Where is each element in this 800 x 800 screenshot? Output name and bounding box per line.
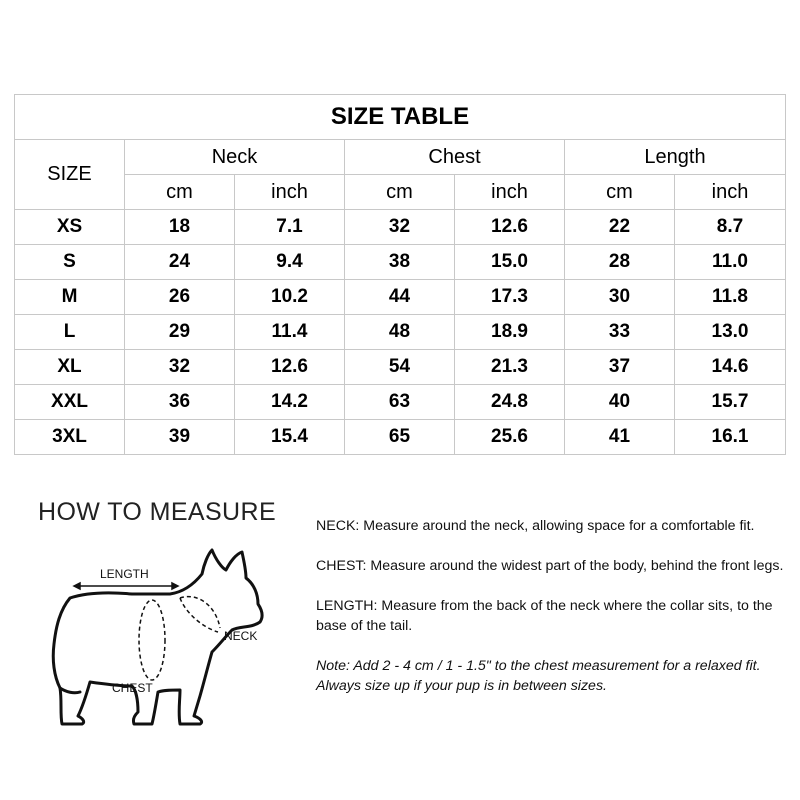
table-cell: 22	[565, 210, 675, 245]
table-cell: 30	[565, 280, 675, 315]
table-cell: 32	[125, 350, 235, 385]
table-cell: 26	[125, 280, 235, 315]
table-row	[15, 385, 786, 420]
size-table	[14, 94, 786, 455]
table-cell: 24	[125, 245, 235, 280]
unit-header: inch	[675, 175, 786, 210]
table-cell: 48	[345, 315, 455, 350]
table-cell: 14.6	[675, 350, 786, 385]
size-label: XXL	[15, 385, 125, 420]
size-label: XS	[15, 210, 125, 245]
table-cell: 13.0	[675, 315, 786, 350]
neck-diagram-label: NECK	[224, 629, 258, 643]
unit-header: cm	[345, 175, 455, 210]
table-cell: 65	[345, 420, 455, 455]
unit-header: inch	[455, 175, 565, 210]
unit-header: inch	[235, 175, 345, 210]
size-label: XL	[15, 350, 125, 385]
table-cell: 16.1	[675, 420, 786, 455]
neck-measure-line	[180, 597, 220, 632]
size-column-header: SIZE	[15, 140, 125, 210]
chest-instruction: CHEST: Measure around the widest part of the body, behind the front legs.	[316, 558, 784, 574]
unit-header: cm	[565, 175, 675, 210]
length-instruction: LENGTH: Measure from the back of the neck where the collar sits, to the base of the tail.	[316, 598, 773, 634]
table-cell: 40	[565, 385, 675, 420]
table-row	[15, 210, 786, 245]
size-label: M	[15, 280, 125, 315]
table-cell: 32	[345, 210, 455, 245]
table-cell: 37	[565, 350, 675, 385]
table-cell: 17.3	[455, 280, 565, 315]
measure-instructions	[316, 516, 794, 716]
neck-instruction: NECK: Measure around the neck, allowing space for a comfortable fit.	[316, 518, 755, 534]
table-cell: 11.8	[675, 280, 786, 315]
dog-measure-diagram	[40, 540, 280, 740]
table-cell: 14.2	[235, 385, 345, 420]
table-title: SIZE TABLE	[15, 95, 786, 140]
table-row	[15, 245, 786, 280]
table-cell: 25.6	[455, 420, 565, 455]
table-cell: 39	[125, 420, 235, 455]
table-cell: 41	[565, 420, 675, 455]
table-cell: 24.8	[455, 385, 565, 420]
table-cell: 7.1	[235, 210, 345, 245]
table-cell: 8.7	[675, 210, 786, 245]
size-label: S	[15, 245, 125, 280]
table-cell: 10.2	[235, 280, 345, 315]
table-row	[15, 420, 786, 455]
table-cell: 12.6	[455, 210, 565, 245]
table-cell: 9.4	[235, 245, 345, 280]
fit-note: Note: Add 2 - 4 cm / 1 - 1.5" to the chest measurement for a relaxed fit. Always size up if your pup is in between sizes.	[316, 658, 761, 694]
size-label: 3XL	[15, 420, 125, 455]
chest-group-header: Chest	[345, 140, 565, 175]
table-cell: 28	[565, 245, 675, 280]
table-cell: 44	[345, 280, 455, 315]
chest-measure-line	[139, 600, 165, 680]
how-to-measure-heading: HOW TO MEASURE	[38, 498, 277, 526]
table-row	[15, 315, 786, 350]
table-cell: 18	[125, 210, 235, 245]
length-group-header: Length	[565, 140, 786, 175]
table-cell: 11.4	[235, 315, 345, 350]
length-diagram-label: LENGTH	[100, 567, 149, 581]
chest-diagram-label: CHEST	[112, 681, 153, 695]
table-cell: 36	[125, 385, 235, 420]
neck-group-header: Neck	[125, 140, 345, 175]
size-label: L	[15, 315, 125, 350]
table-cell: 21.3	[455, 350, 565, 385]
table-cell: 54	[345, 350, 455, 385]
table-cell: 38	[345, 245, 455, 280]
table-cell: 33	[565, 315, 675, 350]
table-cell: 11.0	[675, 245, 786, 280]
table-cell: 12.6	[235, 350, 345, 385]
table-row	[15, 350, 786, 385]
table-cell: 15.4	[235, 420, 345, 455]
table-cell: 15.7	[675, 385, 786, 420]
length-arrow	[74, 583, 178, 589]
unit-header: cm	[125, 175, 235, 210]
table-row	[15, 280, 786, 315]
table-cell: 15.0	[455, 245, 565, 280]
table-cell: 18.9	[455, 315, 565, 350]
table-cell: 63	[345, 385, 455, 420]
table-cell: 29	[125, 315, 235, 350]
